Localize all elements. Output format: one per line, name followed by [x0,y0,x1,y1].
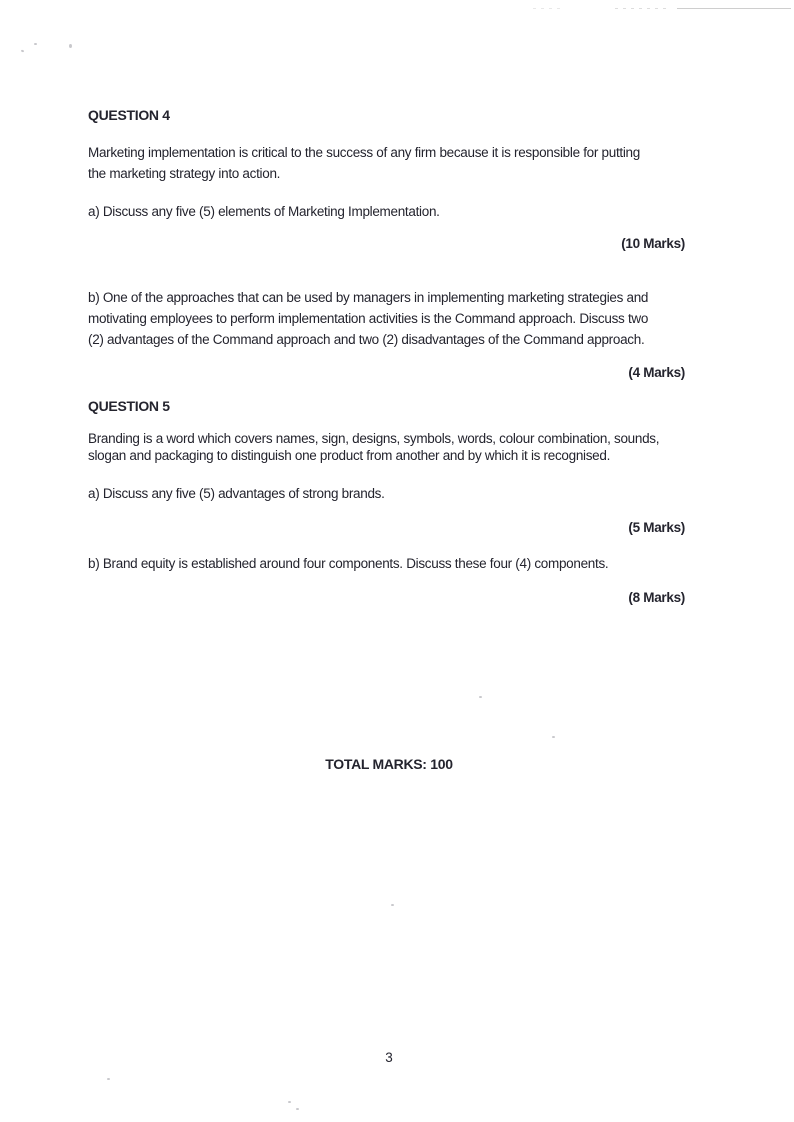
question-5-intro [88,430,690,464]
question-5-part-a [88,483,690,504]
text-line: slogan and packaging to distinguish one product from another and by which it is recognised. [88,448,611,463]
question-5-part-b-marks: (8 Marks) [628,590,685,605]
text-line: a) Discuss any five (5) elements of Marketing Implementation. [88,204,440,219]
text-line: the marketing strategy into action. [88,166,281,181]
text-line: b) Brand equity is established around four components. Discuss these four (4) components. [88,556,609,571]
text-line: motivating employees to perform implementation activities is the Command approach. Discuss two [88,311,649,326]
text-line: Branding is a word which covers names, sign, designs, symbols, words, colour combination, sounds, [88,431,660,446]
scan-speck [107,1078,110,1080]
scan-speck [34,43,37,45]
scan-line-artifact [615,8,669,9]
question-4-intro [88,142,690,184]
question-5-part-a-marks: (5 Marks) [628,520,685,535]
text-line: b) One of the approaches that can be used by managers in implementing marketing strategies and [88,290,649,305]
scan-speck [21,50,25,53]
total-marks-label: TOTAL MARKS: 100 [325,756,453,772]
question-4-part-a-marks: (10 Marks) [621,236,685,251]
page-content [0,105,794,1068]
question-5-part-b [88,553,690,574]
scan-speck [296,1108,299,1110]
text-line: Marketing implementation is critical to the success of any firm because it is responsible for putting [88,145,640,160]
question-4-part-b-marks: (4 Marks) [628,365,685,380]
question-4-part-a [88,201,690,222]
text-line: (2) advantages of the Command approach and two (2) disadvantages of the Command approach. [88,332,645,347]
scan-speck [288,1101,291,1103]
text-line: a) Discuss any five (5) advantages of strong brands. [88,486,385,501]
question-5-heading: QUESTION 5 [88,398,170,414]
scan-line-artifact [533,8,561,9]
question-4-heading: QUESTION 4 [88,107,170,123]
page-number: 3 [385,1050,393,1065]
scan-line-artifact [677,8,791,9]
question-4-part-b [88,287,690,350]
scan-speck [69,44,72,48]
